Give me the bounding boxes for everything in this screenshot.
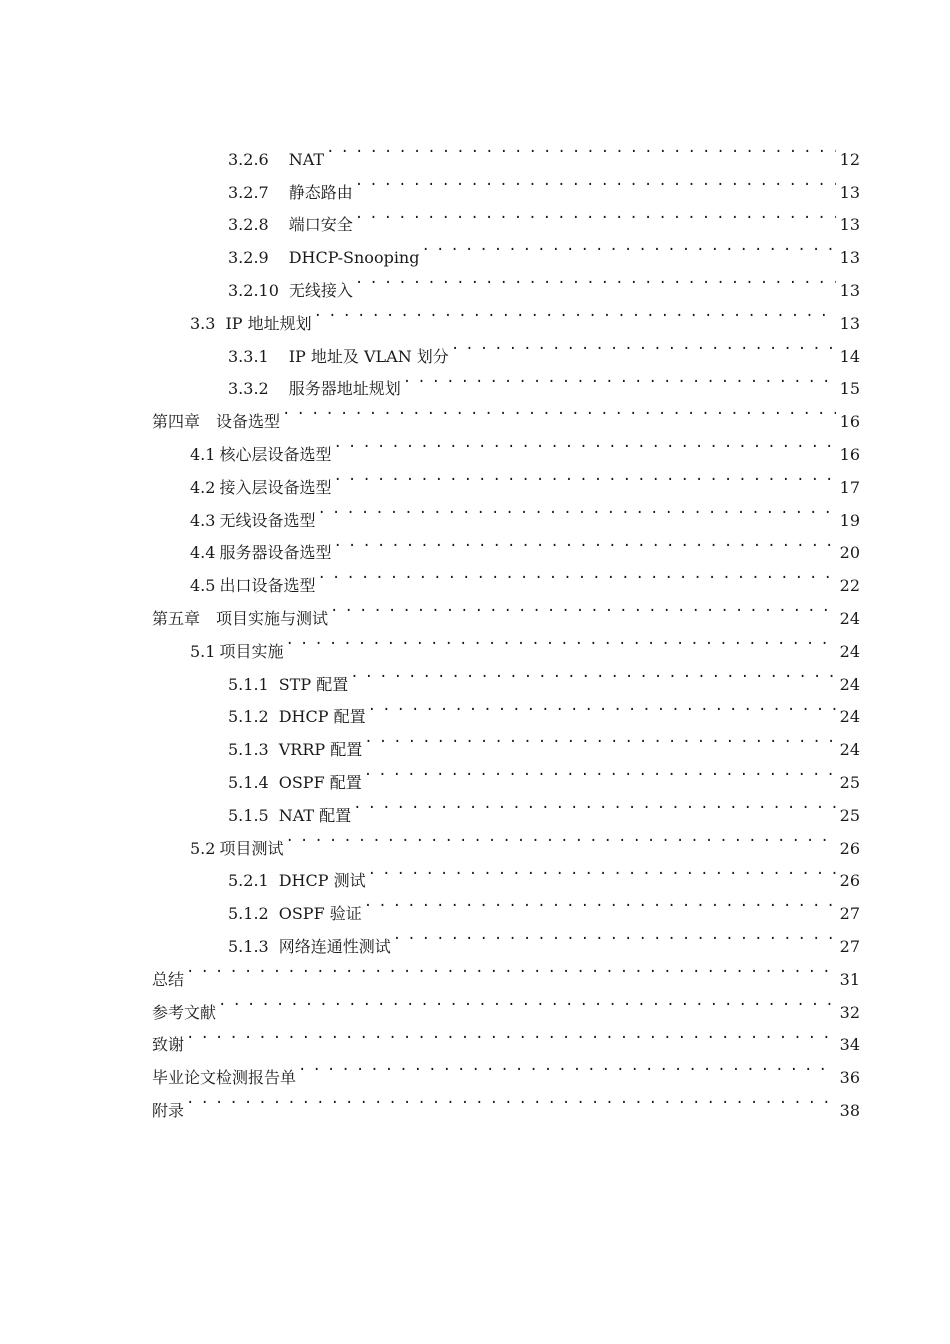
toc-entry-title: OSPF 配置 (278, 772, 362, 792)
toc-page-number: 20 (839, 543, 860, 563)
toc-page-number: 34 (839, 1035, 860, 1055)
toc-dot-leader (368, 854, 836, 887)
table-of-contents (152, 132, 860, 1120)
toc-entry-title: 端口安全 (288, 215, 353, 235)
toc-page-number: 32 (839, 1002, 860, 1022)
toc-dot-leader (317, 493, 835, 526)
toc-page-number: 27 (839, 936, 860, 956)
toc-page-number: 24 (839, 674, 860, 694)
toc-entry-title: 出口设备选型 (219, 576, 316, 596)
toc-page-number: 13 (839, 280, 860, 300)
toc-dot-leader (330, 591, 836, 624)
toc-dot-leader (368, 690, 836, 723)
toc-dot-leader (333, 526, 835, 559)
toc-entry-title: IP 地址及 VLAN 划分 (288, 346, 449, 366)
toc-dot-leader (317, 558, 835, 591)
toc-entry-number: 4.5 (190, 576, 216, 596)
toc-entry-title: 项目实施与测试 (216, 608, 329, 628)
toc-entry-title: 核心层设备选型 (219, 444, 332, 464)
toc-entry-number: 5.2 (190, 838, 216, 858)
toc-page-number: 15 (839, 379, 860, 399)
toc-page-number: 13 (839, 248, 860, 268)
toc-entry-title: DHCP-Snooping (288, 248, 420, 268)
toc-dot-leader (355, 198, 836, 231)
toc-entry-number: 第四章 (152, 412, 201, 432)
toc-entry-title: 网络连通性测试 (278, 936, 391, 956)
toc-dot-leader (355, 263, 836, 296)
toc-dot-leader (421, 230, 835, 263)
toc-entry-title: DHCP 测试 (278, 871, 366, 891)
toc-page-number: 13 (839, 215, 860, 235)
toc-entry-number: 4.3 (190, 510, 216, 530)
toc-entry-title: NAT 配置 (278, 805, 352, 825)
toc-entry-title: OSPF 验证 (278, 904, 362, 924)
toc-page-number: 16 (839, 444, 860, 464)
toc-dot-leader (298, 1050, 836, 1083)
toc-dot-leader (364, 755, 836, 788)
toc-dot-leader (282, 394, 836, 427)
toc-entry-number: 4.1 (190, 444, 216, 464)
toc-entry-title: 无线接入 (288, 280, 353, 300)
toc-dot-leader (333, 460, 835, 493)
toc-entry-number: 3.2.9 (228, 248, 269, 268)
toc-entry-title: 服务器设备选型 (219, 543, 332, 563)
toc-dot-leader (186, 952, 836, 985)
toc-entry-title: 无线设备选型 (219, 510, 316, 530)
toc-dot-leader (353, 788, 835, 821)
toc-dot-leader (326, 132, 836, 165)
toc-entry[interactable] (152, 1083, 860, 1120)
toc-page-number: 13 (839, 182, 860, 202)
toc-dot-leader (355, 165, 836, 198)
toc-entry-number: 4.4 (190, 543, 216, 563)
toc-entry-number: 3.3.2 (228, 379, 269, 399)
toc-entry-title: 附录 (152, 1100, 185, 1120)
toc-page-number: 24 (839, 641, 860, 661)
toc-page-number: 12 (839, 149, 860, 169)
toc-entry-number: 5.1.2 (228, 904, 269, 924)
toc-entry[interactable] (152, 1050, 860, 1088)
toc-page-number: 25 (839, 772, 860, 792)
toc-page-number: 25 (839, 805, 860, 825)
toc-page-number: 38 (839, 1100, 860, 1120)
toc-page-number: 26 (839, 838, 860, 858)
toc-entry-title: 项目测试 (219, 838, 284, 858)
toc-page-number: 16 (839, 412, 860, 432)
toc-page-number: 22 (839, 576, 860, 596)
toc-dot-leader (364, 722, 835, 755)
toc-entry-title: 项目实施 (219, 641, 284, 661)
toc-page-number: 17 (839, 477, 860, 497)
toc-entry-number: 3.2.8 (228, 215, 269, 235)
toc-entry-number: 4.2 (190, 477, 216, 497)
toc-entry-number: 3.2.7 (228, 182, 269, 202)
toc-dot-leader (285, 821, 835, 854)
toc-page-number: 24 (839, 608, 860, 628)
toc-dot-leader (314, 296, 836, 329)
toc-entry[interactable] (152, 132, 860, 169)
toc-entry-number: 5.2.1 (228, 871, 269, 891)
toc-entry-number: 5.1.3 (228, 936, 269, 956)
toc-entry-number: 5.1 (190, 641, 216, 661)
toc-page-number: 26 (839, 871, 860, 891)
toc-entry-title: DHCP 配置 (278, 707, 366, 727)
toc-page-number: 36 (839, 1068, 860, 1088)
toc-entry-number: 5.1.5 (228, 805, 269, 825)
toc-dot-leader (186, 1018, 836, 1051)
toc-entry-title: 参考文献 (152, 1002, 217, 1022)
toc-page-number: 13 (839, 313, 860, 333)
toc-entry-number: 5.1.2 (228, 707, 269, 727)
toc-entry-title: 接入层设备选型 (219, 477, 332, 497)
toc-page-number: 31 (839, 969, 860, 989)
toc-entry-number: 第五章 (152, 608, 201, 628)
toc-dot-leader (285, 624, 835, 657)
toc-entry-number: 3.2.10 (228, 280, 279, 300)
toc-page-number: 24 (839, 740, 860, 760)
toc-entry-title: 设备选型 (216, 412, 281, 432)
toc-entry-title: 毕业论文检测报告单 (152, 1068, 297, 1088)
toc-entry-title: IP 地址规划 (225, 313, 312, 333)
toc-dot-leader (451, 329, 836, 362)
toc-dot-leader (333, 427, 835, 460)
toc-entry-number: 3.3 (190, 313, 216, 333)
toc-dot-leader (393, 919, 836, 952)
toc-entry[interactable] (152, 952, 860, 989)
toc-entry[interactable] (152, 1018, 860, 1055)
toc-entry-number: 5.1.4 (228, 772, 269, 792)
toc-entry-number: 5.1.1 (228, 674, 269, 694)
toc-entry-number: 3.3.1 (228, 346, 269, 366)
toc-entry-title: NAT (288, 149, 325, 169)
toc-entry-title: 总结 (152, 969, 185, 989)
toc-page-number: 19 (839, 510, 860, 530)
toc-page-number: 27 (839, 904, 860, 924)
toc-dot-leader (218, 985, 836, 1018)
toc-entry-number: 3.2.6 (228, 149, 269, 169)
toc-dot-leader (403, 362, 836, 395)
toc-dot-leader (186, 1083, 836, 1116)
toc-entry-title: 静态路由 (288, 182, 353, 202)
toc-entry-number: 5.1.3 (228, 740, 269, 760)
toc-dot-leader (350, 657, 835, 690)
toc-entry-title: VRRP 配置 (278, 740, 363, 760)
toc-page-number: 24 (839, 707, 860, 727)
toc-page-number: 14 (839, 346, 860, 366)
toc-entry-title: STP 配置 (278, 674, 349, 694)
toc-entry-title: 服务器地址规划 (288, 379, 401, 399)
toc-dot-leader (364, 886, 836, 919)
toc-entry-title: 致谢 (152, 1035, 185, 1055)
toc-entry[interactable] (152, 985, 860, 1022)
